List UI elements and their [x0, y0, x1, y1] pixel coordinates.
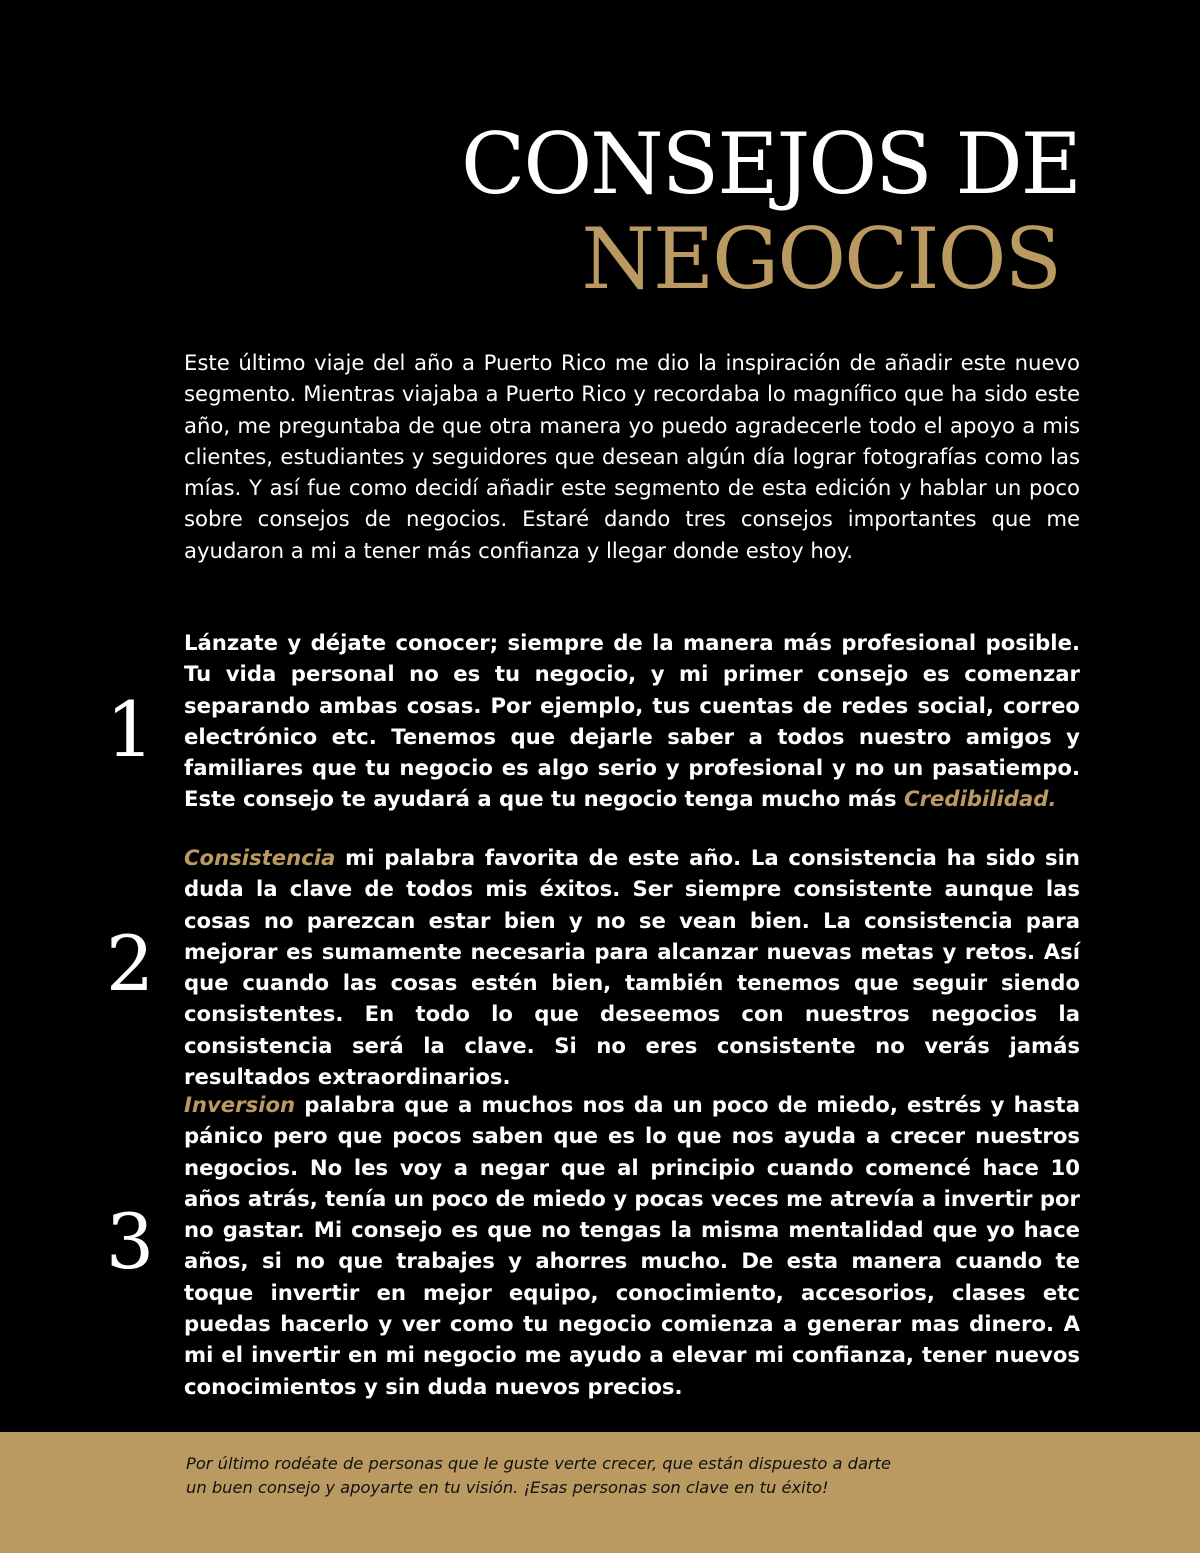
- footer-banner: [0, 1432, 1200, 1553]
- tip-2-paragraph: [184, 842, 1080, 1092]
- footer-line-1: Por último rodéate de personas que le guste verte crecer, que están dispuesto a darte: [186, 1454, 892, 1473]
- tip-3-highlight: Inversion: [184, 1092, 296, 1117]
- tip-number-1: 1: [105, 685, 155, 774]
- tip-3-text: palabra que a muchos nos da un poco de miedo, estrés y hasta pánico pero que pocos saben que es lo que nos ayuda a crecer nuestros negocios. No les voy a negar que al principio cuando comencé hace 10 años atrás, tenía un poco de miedo y pocas veces me atrevía a invertir por no gastar. Mi consejo es que no tengas la misma mentalidad que yo hace años, si no que trabajes y ahorres mucho. De esta manera cuando te toque invertir en mejor equipo, conocimiento, accesorios, clases etc puedas hacerlo y ver como tu negocio comienza a generar mas dinero. A mi el invertir en mi negocio me ayudo a elevar mi confianza, tener nuevos conocimientos y sin duda nuevos precios.: [184, 1092, 1080, 1399]
- title-line-1: CONSEJOS DE: [461, 115, 1080, 213]
- footer-line-2: un buen consejo y apoyarte en tu visión. ¡Esas personas son clave en tu éxito!: [186, 1478, 829, 1497]
- page-title: [461, 115, 1080, 308]
- tip-3-paragraph: [184, 1089, 1080, 1402]
- tip-1-text: Lánzate y déjate conocer; siempre de la manera más profesional posible. Tu vida personal no es tu negocio, y mi primer consejo es comenzar separando ambas cosas. Por ejemplo, tus cuentas de redes social, correo electrónico etc. Tenemos que dejarle saber a todos nuestro amigos y familiares que tu negocio es algo serio y profesional y no un pasatiempo. Este consejo te ayudará a que tu negocio tenga mucho más: [184, 630, 1080, 812]
- tip-2-text: mi palabra favorita de este año. La consistencia ha sido sin duda la clave de todos mis éxitos. Ser siempre consistente aunque las cosas no parezcan estar bien y no se vean bien. La consistencia para mejorar es sumamente necesaria para alcanzar nuevas metas y retos. Así que cuando las cosas estén bien, también tenemos que seguir siendo consistentes. En todo lo que deseemos con nuestros negocios la consistencia será la clave. Si no eres consistente no verás jamás resultados extraordinarios.: [184, 845, 1080, 1090]
- tip-1-highlight: Credibilidad.: [904, 786, 1057, 812]
- tip-2-highlight: Consistencia: [184, 845, 336, 870]
- tip-number-2: 2: [105, 919, 155, 1008]
- footer-text: [186, 1452, 1006, 1500]
- tip-number-3: 3: [105, 1197, 155, 1286]
- title-line-2: NEGOCIOS: [581, 210, 1060, 308]
- intro-paragraph: Este último viaje del año a Puerto Rico me dio la inspiración de añadir este nuevo segmento. Mientras viajaba a Puerto Rico y recordaba lo magnífico que ha sido este año, me preguntaba de que otra manera yo puedo agradecerle todo el apoyo a mis clientes, estudiantes y seguidores que desean algún día lograr fotografías como las mías. Y así fue como decidí añadir este segmento de esta edición y hablar un poco sobre consejos de negocios. Estaré dando tres consejos importantes que me ayudaron a mi a tener más confianza y llegar donde estoy hoy.: [184, 350, 1080, 563]
- tip-1-paragraph: [184, 627, 1080, 815]
